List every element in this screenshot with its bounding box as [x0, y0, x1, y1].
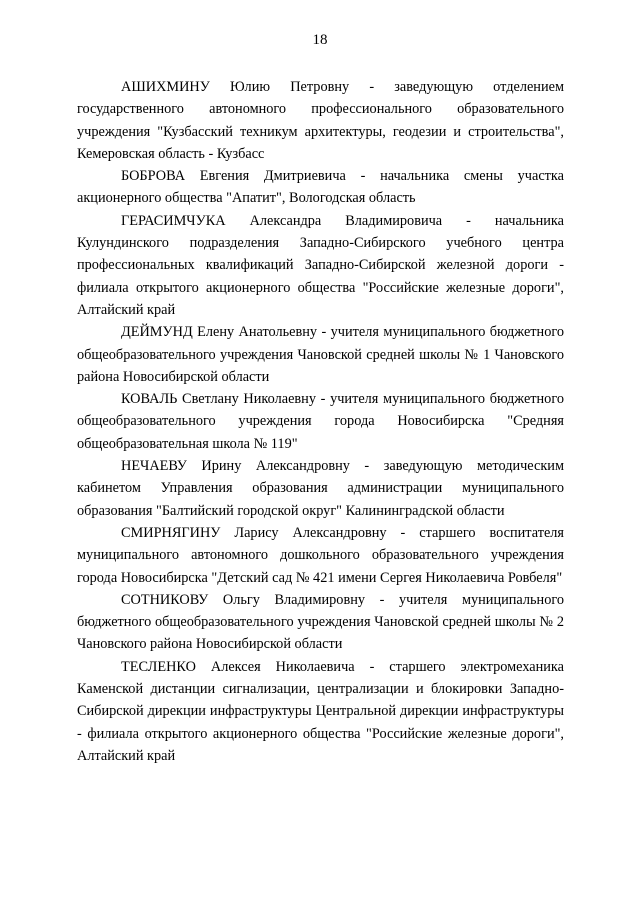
award-entry-deimund: ДЕЙМУНД Елену Анатольевну - учителя муниципального бюджетного общеобразовательного учреждения Чановской средней школы № 1 Чановского района Новосибирской области — [77, 324, 564, 385]
award-entry-koval: КОВАЛЬ Светлану Николаевну - учителя муниципального бюджетного общеобразовательного учреждения города Новосибирска "Средняя общеобразовательная школа № 119" — [77, 391, 564, 452]
award-entry-smirnyagina: СМИРНЯГИНУ Ларису Александровну - старшего воспитателя муниципального автономного дошкольного образовательного учреждения города Новосибирска "Детский сад № 421 имени Сергея Николаевича Ровбеля" — [77, 524, 564, 586]
award-entry-teslenko: ТЕСЛЕНКО Алексея Николаевича - старшего электромеханика Каменской дистанции сигнализации, централизации и блокировки Западно-Сибирской дирекции инфраструктуры Центральной дирекции инфраструктуры - филиала открытого акционерного общества "Российские железные дороги", Алтайский край — [77, 658, 564, 764]
award-entry-bobrov: БОБРОВА Евгения Дмитриевича - начальника смены участка акционерного общества "Апатит", Вологодская область — [77, 168, 564, 207]
award-entry-ashikhmina: АШИХМИНУ Юлию Петровну - заведующую отделением государственного автономного профессионального образовательного учреждения "Кузбасский техникум архитектуры, геодезии и строительства", Кемеровская область - Кузбасс — [77, 79, 564, 162]
award-entry-sotnikova: СОТНИКОВУ Ольгу Владимировну - учителя муниципального бюджетного общеобразовательного учреждения Чановской средней школы № 2 Чановского района Новосибирской области — [77, 591, 564, 653]
award-entry-nechaeva: НЕЧАЕВУ Ирину Александровну - заведующую методическим кабинетом Управления образования администрации муниципального образования "Балтийский городской округ" Калининградской области — [77, 458, 564, 519]
page-number: 18 — [312, 32, 328, 48]
award-list — [77, 76, 564, 767]
award-entry-gerasimchuk: ГЕРАСИМЧУКА Александра Владимировича - начальника Кулундинского подразделения Западно-Сибирского учебного центра профессиональных квалификаций Западно-Сибирской железной дороги - филиала открытого акционерного общества "Российские железные дороги", Алтайский край — [77, 212, 564, 318]
